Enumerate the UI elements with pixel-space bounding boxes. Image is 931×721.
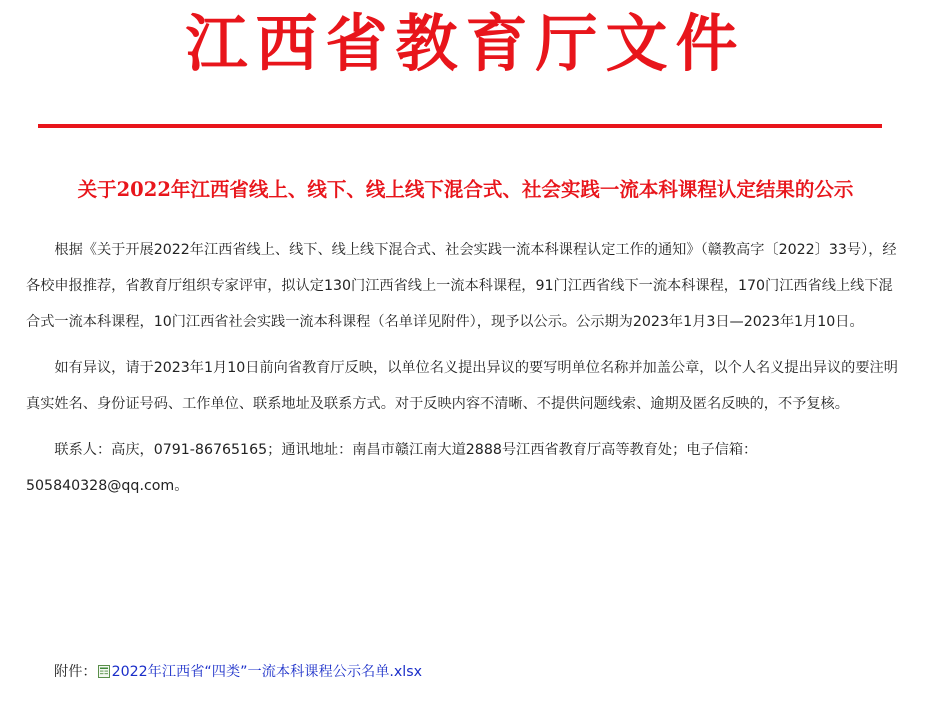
notice-body — [26, 232, 902, 514]
attachment-line — [54, 660, 422, 684]
paragraph-basis: 根据《关于开展2022年江西省线上、线下、线上线下混合式、社会实践一流本科课程认定工作的通知》（赣教高字〔2022〕33号），经各校申报推荐，省教育厅组织专家评审，拟认定130门江西省线上一流本科课程，91门江西省线下一流本科课程，170门江西省线上线下混合式一流本科课程，10门江西省社会实践一流本科课程（名单详见附件），现予以公示。公示期为2023年1月3日—2023年1月10日。 — [26, 242, 897, 330]
document-masthead: 江西省教育厅文件 — [185, 7, 746, 80]
masthead-divider — [38, 124, 882, 128]
attachment-download-link[interactable]: 2022年江西省“四类”一流本科课程公示名单.xlsx — [111, 664, 423, 680]
paragraph-contact: 联系人：高庆，0791-86765165；通讯地址：南昌市赣江南大道2888号江西省教育厅高等教育处；电子信箱：505840328@qq.com。 — [26, 442, 758, 494]
notice-title: 关于2022年江西省线上、线下、线上线下混合式、社会实践一流本科课程认定结果的公示 — [77, 178, 854, 201]
paragraph-objection: 如有异议，请于2023年1月10日前向省教育厅反映，以单位名义提出异议的要写明单位名称并加盖公章，以个人名义提出异议的要注明真实姓名、身份证号码、工作单位、联系地址及联系方式。对于反映内容不清晰、不提供问题线索、逾期及匿名反映的，不予复核。 — [26, 360, 898, 412]
attachment-label: 附件： — [54, 664, 97, 680]
xlsx-file-icon — [98, 662, 110, 675]
